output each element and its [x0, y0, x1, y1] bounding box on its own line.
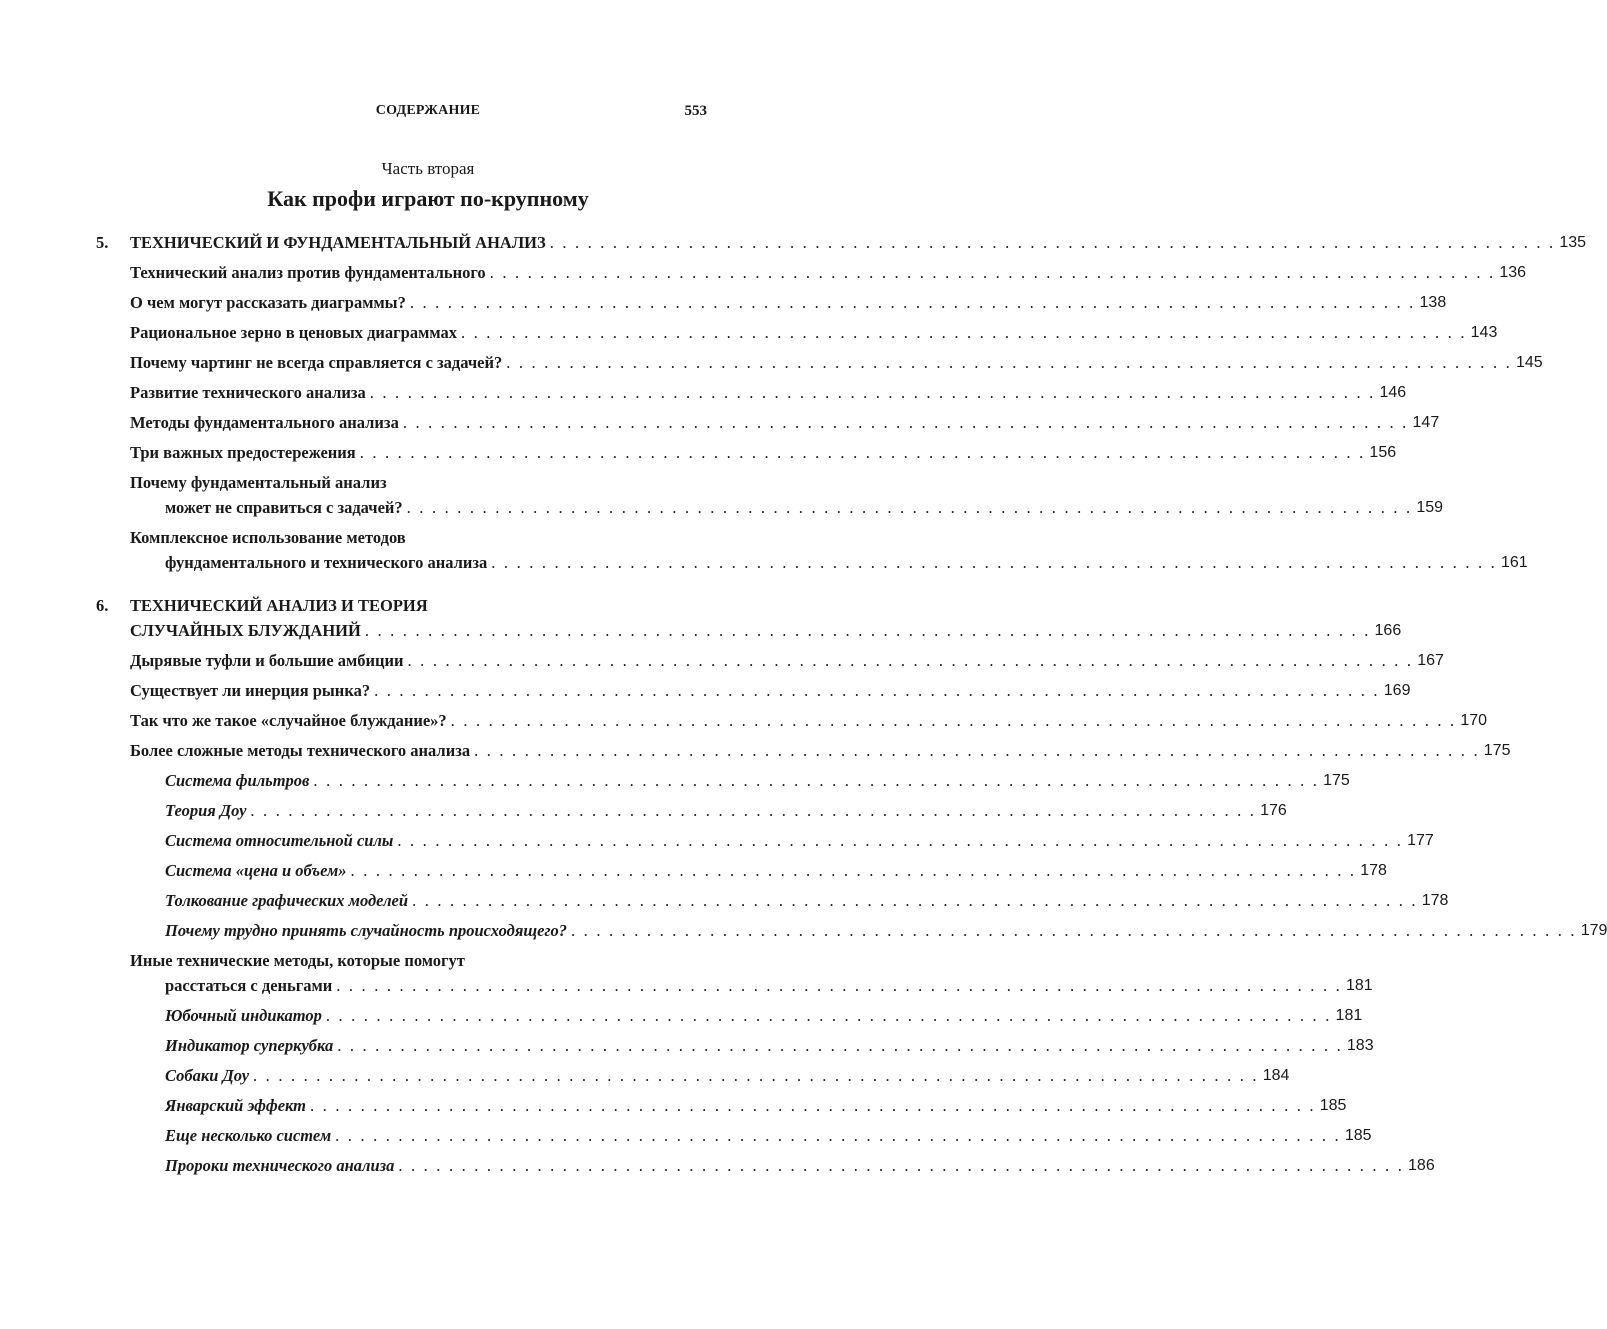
- dot-leader: . . . . . . . . . . . . . . . . . . . . . . . . . . . . . . . . . . . . . . . . . . . . . . . . . . . . . . . . . . . . . . . . . . . . . . . . . . . . . . . .: [337, 1036, 1343, 1055]
- entry-title: Пророки технического анализа: [165, 1156, 395, 1175]
- dot-leader: . . . . . . . . . . . . . . . . . . . . . . . . . . . . . . . . . . . . . . . . . . . . . . . . . . . . . . . . . . . . . . . . . . . . . . . . . . . . . . . .: [359, 443, 1366, 462]
- chapter-number: 5.: [96, 233, 109, 252]
- entry-page-number: 185: [1319, 1097, 1347, 1114]
- dot-leader: . . . . . . . . . . . . . . . . . . . . . . . . . . . . . . . . . . . . . . . . . . . . . . . . . . . . . . . . . . . . . . . . . . . . . . . . . . . . . . . .: [460, 323, 1467, 342]
- toc-section[interactable]: [96, 290, 1447, 320]
- entry-title: Развитие технического анализа: [130, 383, 366, 402]
- dot-leader: . . . . . . . . . . . . . . . . . . . . . . . . . . . . . . . . . . . . . . . . . . . . . . . . . . . . . . . . . . . . . . . . . . . . . . . . . . . . . . . .: [336, 976, 1342, 995]
- dot-leader: . . . . . . . . . . . . . . . . . . . . . . . . . . . . . . . . . . . . . . . . . . . . . . . . . . . . . . . . . . . . . . . . . . . . . . . . . . . . . . . .: [407, 651, 1414, 670]
- part-title: Как профи играют по-крупному: [267, 186, 589, 211]
- toc-line: [96, 858, 1387, 883]
- entry-page-number: 183: [1346, 1037, 1374, 1054]
- toc-line: [96, 440, 1397, 465]
- toc-line: [96, 828, 1434, 853]
- toc-line: [96, 1003, 1363, 1028]
- entry-page-number: 161: [1500, 554, 1528, 571]
- toc-subsection[interactable]: [96, 918, 1607, 948]
- toc-section[interactable]: [96, 948, 1373, 1003]
- toc-line: [96, 1063, 1290, 1088]
- toc-line: [96, 618, 1402, 643]
- toc-section[interactable]: [96, 350, 1543, 380]
- toc-line: [96, 798, 1287, 823]
- entry-title: фундаментального и технического анализа: [165, 553, 488, 572]
- dot-leader: . . . . . . . . . . . . . . . . . . . . . . . . . . . . . . . . . . . . . . . . . . . . . . . . . . . . . . . . . . . . . . . . . . . . . . . . . . . . . . . .: [397, 831, 1404, 850]
- entry-title: Почему фундаментальный анализ: [130, 473, 387, 492]
- toc-line: [96, 290, 1447, 315]
- dot-leader: . . . . . . . . . . . . . . . . . . . . . . . . . . . . . . . . . . . . . . . . . . . . . . . . . . . . . . . . . . . . . . . . . . . . . . . . . . . . . . . .: [350, 861, 1357, 880]
- toc-line: [96, 230, 1587, 255]
- toc-line: [96, 738, 1511, 763]
- toc-line: [96, 973, 1373, 998]
- toc-subsection[interactable]: [96, 1123, 1372, 1153]
- entry-title: Технический анализ против фундаментального: [130, 263, 486, 282]
- dot-leader: . . . . . . . . . . . . . . . . . . . . . . . . . . . . . . . . . . . . . . . . . . . . . . . . . . . . . . . . . . . . . . . . . . . . . . . . . . . . . . . .: [310, 1096, 1316, 1115]
- entry-page-number: 159: [1416, 499, 1444, 516]
- entry-page-number: 176: [1260, 802, 1287, 819]
- toc-line: [96, 320, 1498, 345]
- dot-leader: . . . . . . . . . . . . . . . . . . . . . . . . . . . . . . . . . . . . . . . . . . . . . . . . . . . . . . . . . . . . . . . . . . . . . . . . . . . . . . . .: [412, 891, 1418, 910]
- toc-subsection[interactable]: [96, 1093, 1347, 1123]
- entry-title: Индикатор суперкубка: [165, 1036, 334, 1055]
- entry-title: Система «цена и объем»: [165, 861, 347, 880]
- toc-line: [96, 495, 1444, 520]
- dot-leader: . . . . . . . . . . . . . . . . . . . . . . . . . . . . . . . . . . . . . . . . . . . . . . . . . . . . . . . . . . . . . . . . . . . . . . . . . . . . . . . .: [325, 1006, 1332, 1025]
- entry-page-number: 169: [1383, 682, 1411, 699]
- toc-subsection[interactable]: [96, 1003, 1363, 1033]
- dot-leader: . . . . . . . . . . . . . . . . . . . . . . . . . . . . . . . . . . . . . . . . . . . . . . . . . . . . . . . . . . . . . . . . . . . . . . . . . . . . . . . .: [409, 293, 1416, 312]
- entry-title: ТЕХНИЧЕСКИЙ И ФУНДАМЕНТАЛЬНЫЙ АНАЛИЗ: [130, 233, 546, 252]
- entry-title: ТЕХНИЧЕСКИЙ АНАЛИЗ И ТЕОРИЯ: [130, 596, 428, 615]
- dot-leader: . . . . . . . . . . . . . . . . . . . . . . . . . . . . . . . . . . . . . . . . . . . . . . . . . . . . . . . . . . . . . . . . . . . . . . . . . . . . . . . .: [450, 711, 1457, 730]
- entry-title: Система относительной силы: [165, 831, 394, 850]
- toc-line: [96, 1153, 1435, 1178]
- dot-leader: . . . . . . . . . . . . . . . . . . . . . . . . . . . . . . . . . . . . . . . . . . . . . . . . . . . . . . . . . . . . . . . . . . . . . . . . . . . . . . . .: [250, 801, 1257, 820]
- entry-title: Более сложные методы технического анализа: [130, 741, 471, 760]
- toc-chapter[interactable]: [96, 230, 1587, 260]
- entry-title: Почему трудно принять случайность происходящего?: [165, 921, 568, 940]
- entry-page-number: 147: [1412, 414, 1440, 431]
- toc-section[interactable]: [96, 678, 1411, 708]
- entry-page-number: 167: [1417, 652, 1444, 669]
- toc-line: [96, 350, 1543, 375]
- toc-line: [96, 1123, 1372, 1148]
- entry-title: Рациональное зерно в ценовых диаграммах: [130, 323, 457, 342]
- dot-leader: . . . . . . . . . . . . . . . . . . . . . . . . . . . . . . . . . . . . . . . . . . . . . . . . . . . . . . . . . . . . . . . . . . . . . . . . . . . . . . . .: [374, 681, 1380, 700]
- entry-page-number: 178: [1360, 862, 1387, 879]
- entry-title: Теория Доу: [165, 801, 247, 820]
- dot-leader: . . . . . . . . . . . . . . . . . . . . . . . . . . . . . . . . . . . . . . . . . . . . . . . . . . . . . . . . . . . . . . . . . . . . . . . . . . . . . . . .: [369, 383, 1376, 402]
- entry-title: Комплексное использование методов: [130, 528, 406, 547]
- entry-title: О чем могут рассказать диаграммы?: [130, 293, 406, 312]
- entry-page-number: 184: [1262, 1067, 1290, 1084]
- entry-page-number: 166: [1374, 622, 1402, 639]
- toc-section[interactable]: [96, 440, 1397, 470]
- toc-line: [96, 708, 1488, 733]
- entry-title: может не справиться с задачей?: [165, 498, 403, 517]
- entry-title: Дырявые туфли и большие амбиции: [130, 651, 404, 670]
- toc-section[interactable]: [96, 738, 1511, 768]
- dot-leader: . . . . . . . . . . . . . . . . . . . . . . . . . . . . . . . . . . . . . . . . . . . . . . . . . . . . . . . . . . . . . . . . . . . . . . . . . . . . . . . .: [402, 413, 1409, 432]
- toc-section[interactable]: [96, 470, 1444, 525]
- chapter-number: 6.: [96, 596, 109, 615]
- toc-section[interactable]: [96, 708, 1488, 738]
- toc-line: [96, 678, 1411, 703]
- entry-title: Юбочный индикатор: [165, 1006, 322, 1025]
- toc-subsection[interactable]: [96, 888, 1449, 918]
- entry-page-number: 179: [1580, 922, 1607, 939]
- entry-page-number: 181: [1335, 1007, 1363, 1024]
- entry-title: Три важных предостережения: [130, 443, 356, 462]
- dot-leader: . . . . . . . . . . . . . . . . . . . . . . . . . . . . . . . . . . . . . . . . . . . . . . . . . . . . . . . . . . . . . . . . . . . . . . . . . . . . . . . .: [474, 741, 1480, 760]
- entry-page-number: 170: [1460, 712, 1488, 729]
- entry-title: Толкование графических моделей: [165, 891, 409, 910]
- toc-line: [96, 593, 708, 618]
- dot-leader: . . . . . . . . . . . . . . . . . . . . . . . . . . . . . . . . . . . . . . . . . . . . . . . . . . . . . . . . . . . . . . . . . . . . . . . . . . . . . . . .: [549, 233, 1556, 252]
- toc-subsection[interactable]: [96, 798, 1287, 828]
- toc-subsection[interactable]: [96, 828, 1434, 858]
- toc-line: [96, 525, 708, 550]
- dot-leader: . . . . . . . . . . . . . . . . . . . . . . . . . . . . . . . . . . . . . . . . . . . . . . . . . . . . . . . . . . . . . . . . . . . . . . . . . . . . . . . .: [489, 263, 1496, 282]
- toc-subsection[interactable]: [96, 1063, 1290, 1093]
- dot-leader: . . . . . . . . . . . . . . . . . . . . . . . . . . . . . . . . . . . . . . . . . . . . . . . . . . . . . . . . . . . . . . . . . . . . . . . . . . . . . . . .: [398, 1156, 1405, 1175]
- toc-line: [96, 648, 1444, 673]
- entry-title: Система фильтров: [165, 771, 310, 790]
- entry-page-number: 156: [1369, 444, 1397, 461]
- toc-section[interactable]: [96, 320, 1498, 350]
- entry-title: СЛУЧАЙНЫХ БЛУЖДАНИЙ: [130, 621, 361, 640]
- toc-line: [96, 470, 708, 495]
- entry-page-number: 138: [1419, 294, 1447, 311]
- toc-chapter[interactable]: [96, 593, 1402, 648]
- entry-title: Еще несколько систем: [165, 1126, 332, 1145]
- entry-page-number: 136: [1499, 264, 1527, 281]
- entry-page-number: 145: [1515, 354, 1543, 371]
- toc-line: [96, 918, 1607, 943]
- entry-title: Почему чартинг не всегда справляется с задачей?: [130, 353, 503, 372]
- dot-leader: . . . . . . . . . . . . . . . . . . . . . . . . . . . . . . . . . . . . . . . . . . . . . . . . . . . . . . . . . . . . . . . . . . . . . . . . . . . . . . . .: [364, 621, 1371, 640]
- toc-line: [96, 768, 1350, 793]
- toc-subsection[interactable]: [96, 1033, 1374, 1063]
- toc-subsection[interactable]: [96, 1153, 1435, 1183]
- toc-section[interactable]: [96, 260, 1527, 290]
- entry-title: Собаки Доу: [165, 1066, 250, 1085]
- entry-page-number: 175: [1483, 742, 1511, 759]
- dot-leader: . . . . . . . . . . . . . . . . . . . . . . . . . . . . . . . . . . . . . . . . . . . . . . . . . . . . . . . . . . . . . . . . . . . . . . . . . . . . . . . .: [571, 921, 1577, 940]
- entry-title: Методы фундаментального анализа: [130, 413, 399, 432]
- part-label: Часть вторая: [381, 159, 475, 178]
- entry-page-number: 186: [1408, 1157, 1435, 1174]
- toc-line: [96, 410, 1440, 435]
- entry-page-number: 146: [1379, 384, 1407, 401]
- entry-page-number: 178: [1421, 892, 1449, 909]
- toc-line: [96, 948, 708, 973]
- toc-line: [96, 1033, 1374, 1058]
- entry-page-number: 175: [1323, 772, 1350, 789]
- toc-section[interactable]: [96, 525, 1528, 580]
- dot-leader: . . . . . . . . . . . . . . . . . . . . . . . . . . . . . . . . . . . . . . . . . . . . . . . . . . . . . . . . . . . . . . . . . . . . . . . . . . . . . . . .: [406, 498, 1413, 517]
- dot-leader: . . . . . . . . . . . . . . . . . . . . . . . . . . . . . . . . . . . . . . . . . . . . . . . . . . . . . . . . . . . . . . . . . . . . . . . . . . . . . . . .: [335, 1126, 1341, 1145]
- entry-page-number: 177: [1407, 832, 1434, 849]
- toc-line: [96, 1093, 1347, 1118]
- entry-page-number: 181: [1345, 977, 1373, 994]
- toc-section[interactable]: [96, 380, 1407, 410]
- toc-line: [96, 888, 1449, 913]
- toc-subsection[interactable]: [96, 768, 1350, 798]
- toc-section[interactable]: [96, 648, 1444, 678]
- entry-title: Так что же такое «случайное блуждание»?: [130, 711, 447, 730]
- toc-section[interactable]: [96, 410, 1440, 440]
- entry-title: расстаться с деньгами: [165, 976, 333, 995]
- running-title: СОДЕРЖАНИЕ: [375, 103, 481, 118]
- toc-line: [96, 260, 1527, 285]
- entry-title: Существует ли инерция рынка?: [130, 681, 371, 700]
- toc-line: [96, 380, 1407, 405]
- dot-leader: . . . . . . . . . . . . . . . . . . . . . . . . . . . . . . . . . . . . . . . . . . . . . . . . . . . . . . . . . . . . . . . . . . . . . . . . . . . . . . . .: [506, 353, 1512, 372]
- toc-subsection[interactable]: [96, 858, 1387, 888]
- entry-page-number: 185: [1344, 1127, 1372, 1144]
- toc-line: [96, 550, 1528, 575]
- entry-page-number: 135: [1559, 234, 1587, 251]
- dot-leader: . . . . . . . . . . . . . . . . . . . . . . . . . . . . . . . . . . . . . . . . . . . . . . . . . . . . . . . . . . . . . . . . . . . . . . . . . . . . . . . .: [313, 771, 1320, 790]
- entry-title: Январский эффект: [165, 1096, 307, 1115]
- dot-leader: . . . . . . . . . . . . . . . . . . . . . . . . . . . . . . . . . . . . . . . . . . . . . . . . . . . . . . . . . . . . . . . . . . . . . . . . . . . . . . . .: [491, 553, 1497, 572]
- entry-title: Иные технические методы, которые помогут: [130, 951, 465, 970]
- page-number: 553: [684, 103, 707, 119]
- table-of-contents: [96, 230, 1607, 1183]
- entry-page-number: 143: [1470, 324, 1498, 341]
- dot-leader: . . . . . . . . . . . . . . . . . . . . . . . . . . . . . . . . . . . . . . . . . . . . . . . . . . . . . . . . . . . . . . . . . . . . . . . . . . . . . . . .: [253, 1066, 1259, 1085]
